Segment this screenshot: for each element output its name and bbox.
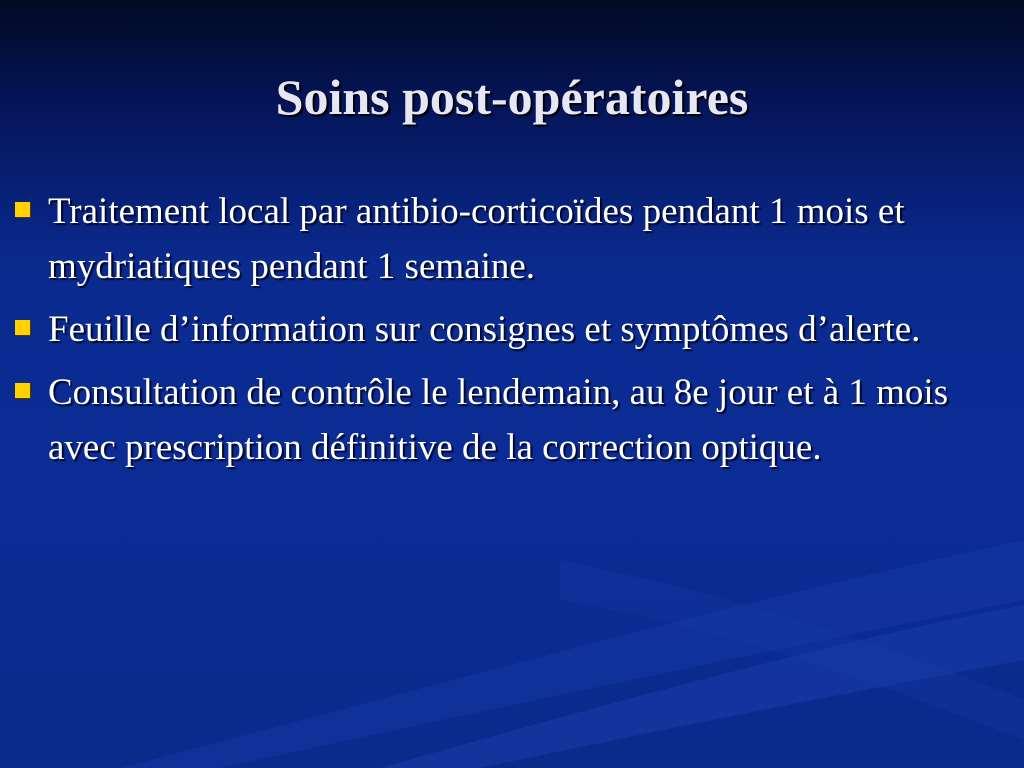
slide-title: Soins post-opératoires [275,69,749,125]
bullet-item [0,365,1024,475]
yellow-square-bullet-icon [15,320,30,335]
bullet-text: Feuille d’information sur consignes et symptômes d’alerte. [48,309,921,350]
bullet-text: Traitement local par antibio-corticoïdes pendant 1 mois et mydriatiques pendant 1 semaine. [48,191,905,287]
bullet-text: Consultation de contrôle le lendemain, au 8e jour et à 1 mois avec prescription définitive de la correction optique. [48,372,949,468]
yellow-square-bullet-icon [15,202,30,217]
bullet-list [0,184,1024,483]
bullet-item [0,184,1024,294]
yellow-square-bullet-icon [15,383,30,398]
bullet-item [0,302,1024,357]
